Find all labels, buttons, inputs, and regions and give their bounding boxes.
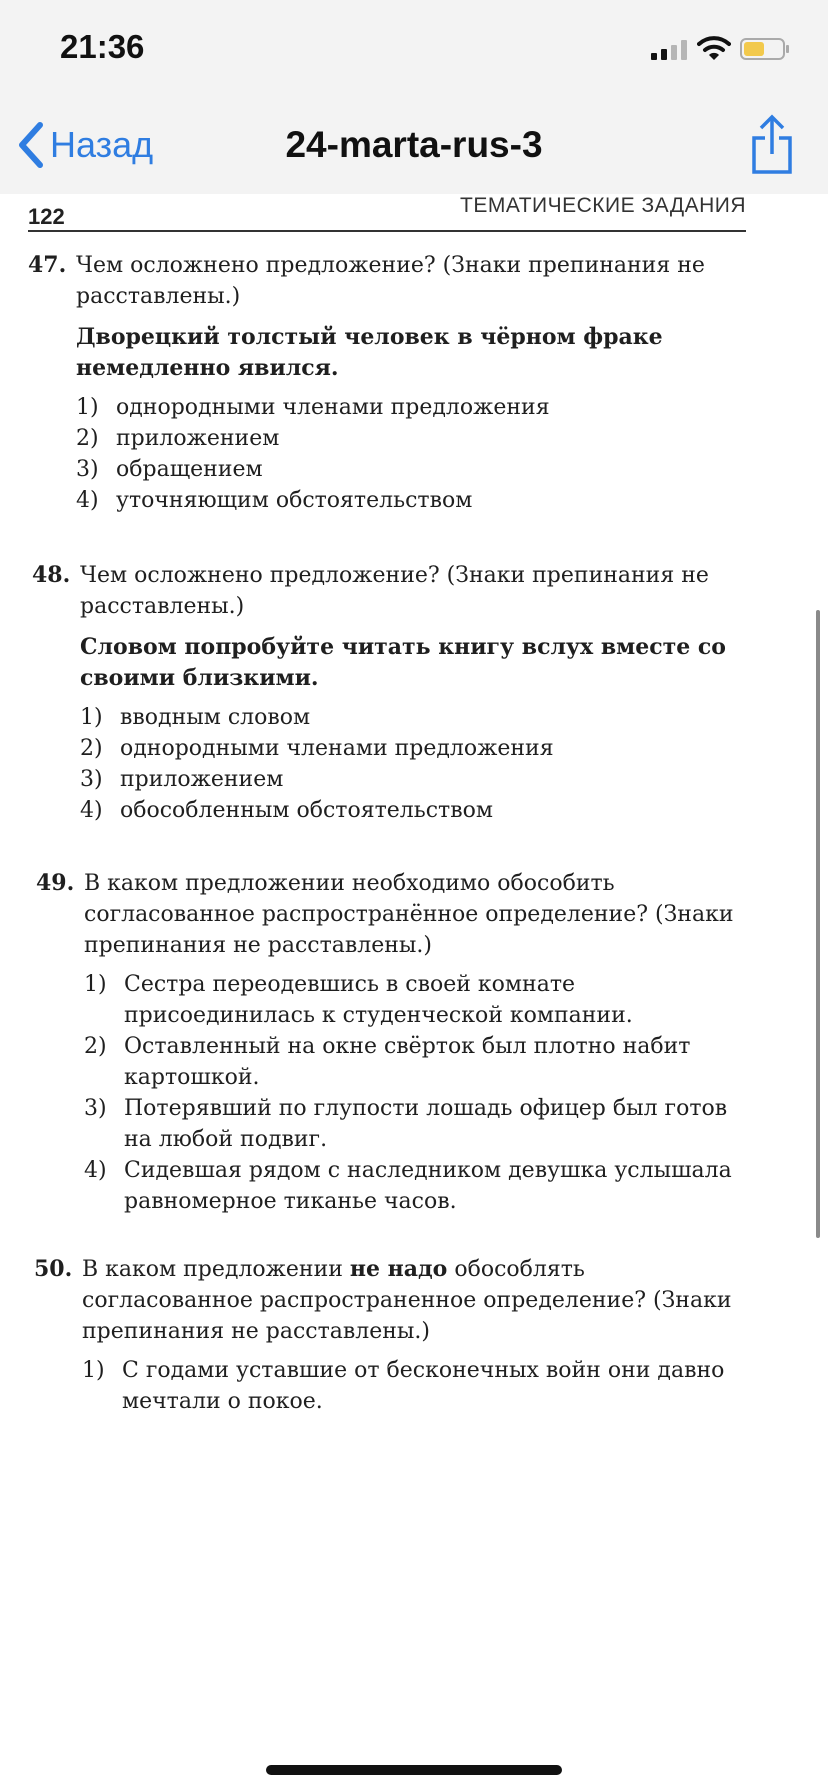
section-title: ТЕМАТИЧЕСКИЕ ЗАДАНИЯ: [460, 194, 746, 217]
answer-option: 3) Потерявший по глупости лошадь офицер был готов на любой подвиг.: [84, 1096, 728, 1152]
answer-options: [80, 702, 748, 826]
navigation-bar: [0, 96, 828, 195]
question-48: [32, 560, 748, 826]
answer-option: 2) Оставленный на окне свёрток был плотно набит картошкой.: [84, 1034, 691, 1090]
answer-options: [76, 392, 746, 516]
home-indicator[interactable]: [266, 1765, 562, 1775]
question-number: 47.: [28, 252, 67, 278]
status-time: 21:36: [60, 28, 145, 65]
answer-option: 3) обращением: [76, 457, 263, 482]
question-number: 48.: [32, 562, 71, 588]
scroll-indicator[interactable]: [816, 610, 820, 1238]
question-sentence: Дворецкий толстый человек в чёрном фраке немедленно явился.: [76, 324, 663, 381]
page-number: 122: [28, 204, 65, 229]
answer-option: 3) приложением: [80, 767, 284, 792]
question-prompt: В каком предложении не надо обособлять согласованное распространенное определение? (Знаки препинания не расставлены.): [82, 1256, 732, 1344]
back-button-label: Назад: [50, 124, 154, 165]
question-prompt: Чем осложнено предложение? (Знаки препинания не расставлены.): [80, 563, 709, 619]
answer-option: 2) приложением: [76, 426, 280, 451]
running-header: [28, 194, 746, 232]
answer-option: 2) однородными членами предложения: [80, 736, 554, 761]
document-title: 24-marta-rus-3: [285, 124, 543, 165]
answer-option: 1) Сестра переодевшись в своей комнате присоединилась к студенческой компании.: [84, 972, 633, 1028]
answer-option: 1) однородными членами предложения: [76, 395, 550, 420]
answer-option: 1) С годами уставшие от бесконечных войн они давно мечтали о покое.: [82, 1358, 725, 1414]
answer-option: 4) Сидевшая рядом с наследником девушка услышала равномерное тиканье часов.: [84, 1158, 732, 1214]
answer-option: 1) вводным словом: [80, 705, 311, 730]
emphasis: не надо: [349, 1256, 448, 1282]
question-number: 50.: [34, 1256, 73, 1282]
share-icon[interactable]: [748, 114, 796, 176]
question-50: [34, 1254, 750, 1417]
question-prompt: В каком предложении необходимо обособить согласованное распространённое определение? (Знаки препинания не расставлены.): [84, 871, 734, 958]
answer-option: 4) уточняющим обстоятельством: [76, 488, 473, 513]
question-sentence: Словом попробуйте читать книгу вслух вместе со своими близкими.: [80, 634, 726, 691]
status-bar: [0, 0, 828, 96]
document-page[interactable]: [0, 194, 828, 1792]
wifi-icon: [697, 34, 731, 62]
answer-option: 4) обособленным обстоятельством: [80, 798, 493, 823]
question-47: [28, 250, 746, 516]
cellular-signal-icon: [651, 40, 687, 60]
question-prompt: Чем осложнено предложение? (Знаки препинания не расставлены.): [76, 253, 705, 309]
question-49: [36, 868, 750, 1217]
question-number: 49.: [36, 870, 75, 896]
answer-options: [84, 969, 750, 1217]
answer-options: [82, 1355, 750, 1417]
battery-icon: [740, 38, 790, 60]
